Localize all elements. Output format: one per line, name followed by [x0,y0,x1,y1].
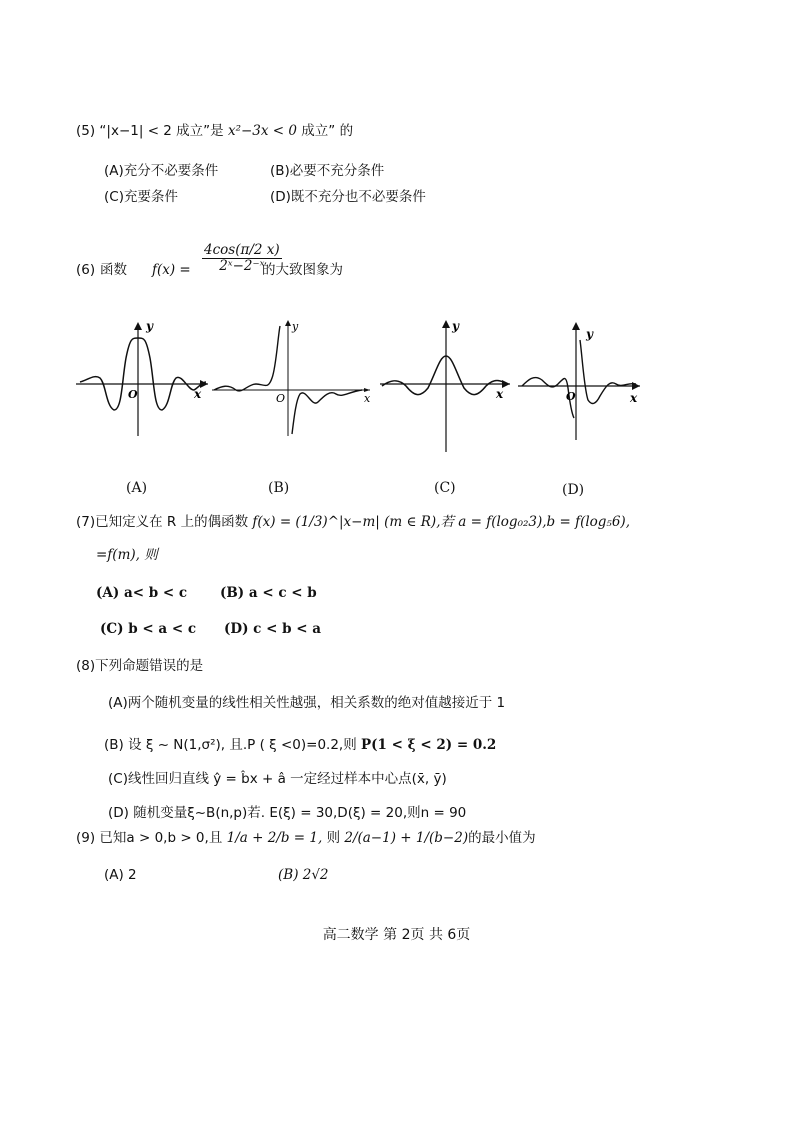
q6-tail: 的大致图象为 [262,262,343,278]
graph-a-curve [80,338,206,410]
graph-d-y-label: y [586,327,593,341]
q8-number: (8) [76,658,96,674]
q7-option-d: (D) c < b < a [224,621,322,637]
q5-number: (5) [76,123,96,139]
graph-b-y-label: y [292,320,299,333]
q6-graph-c [380,314,514,454]
graph-b-origin: O [276,392,286,405]
q8-option-b-post: P(1 < ξ < 2) = 0.2 [361,737,497,753]
q5-option-a: (A)充分不必要条件 [104,163,219,179]
q9-option-a: (A) 2 [104,867,137,883]
q9-mid: 则 [326,830,341,846]
q5-option-d: (D)既不充分也不必要条件 [270,189,426,205]
q8-option-d: (D) 随机变量ξ~B(n,p)若. E(ξ) = 30,D(ξ) = 20,则n = 90 [108,805,467,821]
q5-stem [76,122,353,140]
q6-numerator: 4cos(π/2 x) [204,242,280,258]
graph-a-y-label: y [146,319,153,333]
q9-stem-pre: 已知a > 0,b > 0,且 [99,830,223,846]
q8-option-c: (C)线性回归直线 ŷ = b̂x + â 一定经过样本中心点(x̄, ȳ) [108,771,447,787]
q7-line2: =f(m), 则 [96,547,158,563]
q7-stem-text: 已知定义在 R 上的偶函数 [95,514,249,530]
q5-stem-a: “|x−1| < 2 成立”是 [99,123,224,139]
q6-graph-b [212,318,372,438]
graph-a-label: (A) [126,480,148,496]
q6-denominator: 2ˣ−2⁻ˣ [219,258,265,274]
q6-word: 函数 [100,262,127,278]
graph-b-y-arrow [285,320,291,326]
q8-option-b [104,736,496,754]
graph-d-y-arrow [572,322,580,330]
q5-option-b: (B)必要不充分条件 [270,163,385,179]
q7-option-a: (A) a< b < c [96,585,188,601]
graph-c-y-label: y [452,319,459,333]
q7-func: f(x) = (1/3)^|x−m| (m ∈ R) [252,514,437,530]
graph-b-x-label: x [364,392,371,405]
q5-stem-b: 成立” 的 [301,123,354,139]
q7-option-b: (B) a < c < b [220,585,317,601]
q8-option-b-pre: (B) 设 ξ ~ N(1,σ²), 且.P ( ξ <0)=0.2,则 [104,737,357,753]
graph-d-label: (D) [562,482,585,498]
q5-option-c: (C)充要条件 [104,189,178,205]
q6-graph-d [518,318,644,442]
q9-option-b: (B) 2√2 [278,867,329,883]
q9-stem [76,829,536,847]
graph-c-curve [382,356,508,395]
q8-stem [76,657,203,675]
graph-a-origin: O [128,388,138,401]
q9-cond: 1/a + 2/b = 1, [226,830,323,846]
graph-d-origin: O [566,390,576,403]
graph-d-curve-right [580,340,636,403]
q7-stem [76,513,630,531]
q8-option-a: (A)两个随机变量的线性相关性越强，相关系数的绝对值越接近于 1 [108,695,506,711]
q7-tail: ,若 a = f(log₀₂3),b = f(log₅6), [436,514,630,530]
q6-lhs: f(x) = [152,262,191,278]
graph-b-curve-right [292,390,362,434]
q9-number: (9) [76,830,96,846]
graph-a-x-label: x [194,387,202,401]
q7-option-c: (C) b < a < c [100,621,197,637]
q6-number: (6) [76,262,96,278]
q7-number: (7) [76,514,96,530]
q9-tail: 的最小值为 [468,830,536,846]
q9-expr: 2/(a−1) + 1/(b−2) [344,830,469,846]
q8-stem-text: 下列命题错误的是 [95,658,204,674]
graph-d-x-label: x [630,391,638,405]
graph-a-y-arrow [134,322,142,330]
graph-c-y-arrow [442,320,450,328]
graph-c-label: (C) [434,480,456,496]
graph-b-label: (B) [268,480,290,496]
q6-graph-a [76,318,210,438]
graph-c-x-label: x [496,387,504,401]
graph-b-curve-left [214,326,280,391]
q5-stem-math: x²−3x < 0 [227,123,297,139]
page-footer: 高二数学 第 2页 共 6页 [322,927,471,943]
